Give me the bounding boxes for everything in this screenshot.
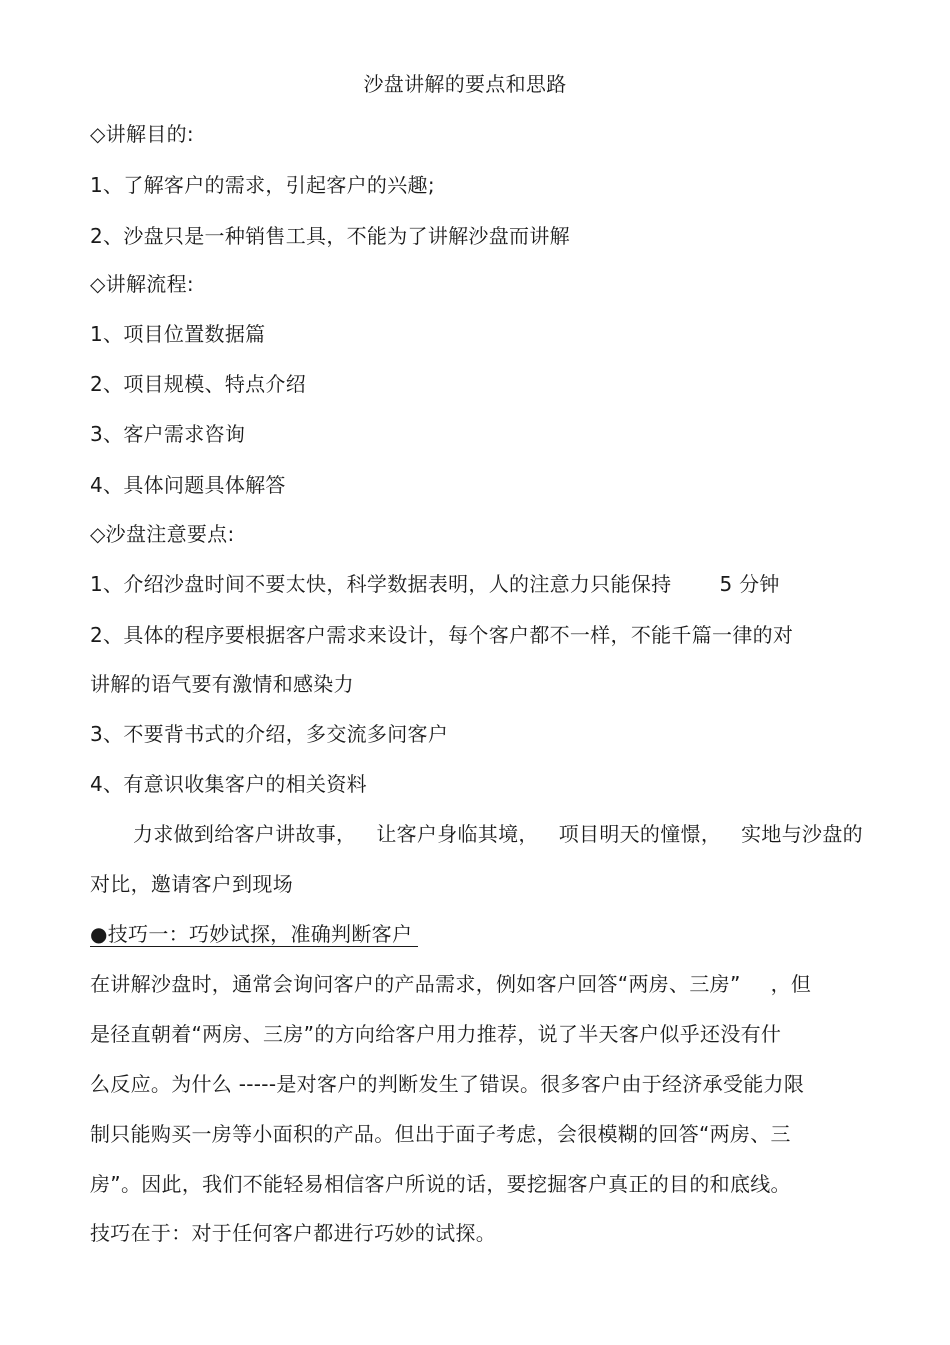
tip-1-line-5: 房”。因此，我们不能轻易相信客户所说的话，要挖掘客户真正的目的和底线。 <box>90 1172 791 1196</box>
tip-1-heading <box>90 920 418 948</box>
note-item-4: 4、有意识收集客户的相关资料 <box>90 772 367 796</box>
note-paragraph-phrase: 让客户身临其境， <box>376 822 539 846</box>
note-item-2-line-1: 2、具体的程序要根据客户需求来设计，每个客户都不一样，不能千篇一律的对 <box>90 623 794 647</box>
note-item-1-text: 1、介绍沙盘时间不要太快，科学数据表明，人的注意力只能保持 <box>90 572 672 596</box>
note-item-1-duration: 5 分钟 <box>719 572 780 596</box>
tip-1-heading-text: ●技巧一：巧妙试探，准确判断客户 <box>90 922 418 947</box>
note-paragraph-phrase: 力求做到给客户讲故事， <box>133 822 357 846</box>
tip-1-line-3: 么反应。为什么 -----是对客户的判断发生了错误。很多客户由于经济承受能力限 <box>90 1072 805 1096</box>
section-heading-purpose: ◇讲解目的: <box>90 122 194 146</box>
tip-1-line-1-text: 在讲解沙盘时，通常会询问客户的产品需求，例如客户回答“两房、三房” <box>90 972 741 996</box>
tip-1-line-4: 制只能购买一房等小面积的产品。但出于面子考虑，会很模糊的回答“两房、三 <box>90 1122 791 1146</box>
tip-1-line-2: 是径直朝着“两房、三房”的方向给客户用力推荐，说了半天客户似乎还没有什 <box>90 1022 782 1046</box>
tip-1-line-1 <box>90 970 811 998</box>
note-paragraph-phrase: 项目明天的憧憬， <box>558 822 722 846</box>
note-item-2-line-2: 讲解的语气要有激情和感染力 <box>90 672 354 696</box>
section-heading-process: ◇讲解流程: <box>90 272 194 296</box>
purpose-item-2: 2、沙盘只是一种销售工具，不能为了讲解沙盘而讲解 <box>90 224 570 248</box>
process-item-1: 1、项目位置数据篇 <box>90 322 266 346</box>
document-title: 沙盘讲解的要点和思路 <box>363 72 567 96</box>
process-item-3: 3、客户需求咨询 <box>90 422 246 446</box>
note-item-3: 3、不要背书式的介绍，多交流多问客户 <box>90 722 449 746</box>
process-item-2: 2、项目规模、特点介绍 <box>90 372 307 396</box>
process-item-4: 4、具体问题具体解答 <box>90 473 286 497</box>
note-item-1 <box>90 570 780 598</box>
tip-1-line-1-end: ，但 <box>770 972 812 996</box>
note-paragraph-line-2: 对比，邀请客户到现场 <box>90 872 293 896</box>
note-paragraph-line-1 <box>133 820 863 848</box>
note-paragraph-phrase: 实地与沙盘的 <box>741 822 863 846</box>
purpose-item-1: 1、了解客户的需求，引起客户的兴趣; <box>90 173 435 197</box>
section-heading-notes: ◇沙盘注意要点: <box>90 522 235 546</box>
tip-1-line-6: 技巧在于：对于任何客户都进行巧妙的试探。 <box>90 1221 496 1245</box>
